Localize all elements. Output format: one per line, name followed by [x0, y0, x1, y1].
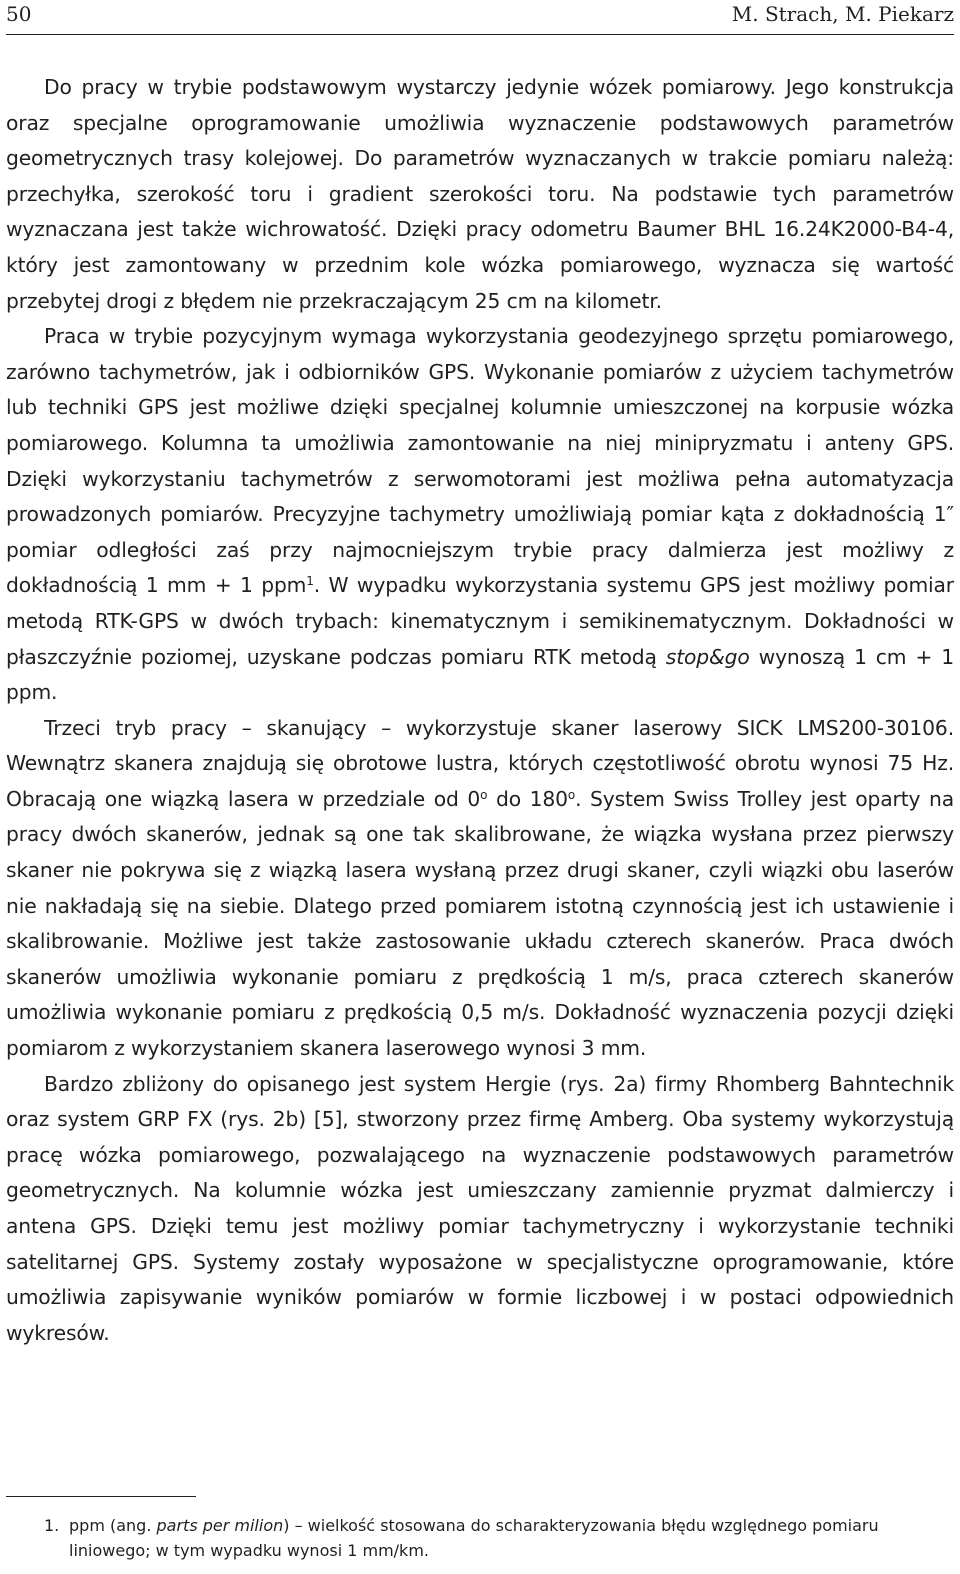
page-header: [6, 0, 954, 35]
paragraph-4: Bardzo zbliżony do opisanego jest system Hergie (rys. 2a) firmy Rhomberg Bahntechnik oraz system GRP FX (rys. 2b) [5], stworzony przez firmę Amberg. Oba systemy wykorzystują pracę wózka pomiarowego, pozwalającego na wyznaczenie podstawowych parametrów geometrycznych. Na kolumnie wózka jest umieszczany zamiennie pryzmat dalmierczy i antena GPS. Dzięki temu jest możliwy pomiar tachymetryczny i wykorzystanie techniki satelitarnej GPS. Systemy zostały wyposażone w specjalistyczne oprogramowanie, które umożliwia zapisywanie wyników pomiarów w formie liczbowej i w postaci odpowiednich wykresów.: [6, 1071, 954, 1345]
paragraph-2-part-b: . W wypadku wykorzystania systemu GPS jest możliwy pomiar metodą RTK-GPS w dwóch trybach: kinematycznym i semikinematycznym. Dokładności w płaszczyźnie poziomej, uzyskane podczas pomiaru RTK metodą: [6, 573, 954, 669]
page-number: 50: [6, 2, 32, 26]
italic-term: stop&go: [665, 644, 750, 669]
running-head-authors: M. Strach, M. Piekarz: [731, 2, 954, 26]
paragraph-2-part-c: wynoszą 1 cm + 1 ppm.: [6, 644, 954, 705]
degree-superscript: o: [480, 787, 488, 802]
paragraph-1: Do pracy w trybie podstawowym wystarczy jedynie wózek pomiarowy. Jego konstrukcja oraz specjalne oprogramowanie umożliwia wyznaczenie podstawowych parametrów geometrycznych trasy kolejowej. Do parametrów wyznaczanych w trakcie pomiaru należą: przechyłka, szerokość toru i gradient szerokości toru. Na podstawie tych parametrów wyznaczana jest także wichrowatość. Dzięki pracy odometru Baumer BHL 16.24K2000-B4-4, który jest zamontowany w przednim kole wózka pomiarowego, wyznacza się wartość przebytej drogi z błędem nie przekraczającym 25 cm na kilometr.: [6, 75, 954, 313]
paragraph-3-part-a: Trzeci tryb pracy – skanujący – wykorzystuje skaner laserowy SICK LMS200-30106. Wewnątrz skanera znajdują się obrotowe lustra, których częstotliwość obrotu wynosi 75 Hz. Obracają one wiązką lasera w przedziale od 0: [6, 715, 954, 811]
footnote-italic-term: parts per milion: [156, 1516, 284, 1535]
paragraph-3-part-c: . System Swiss Trolley jest oparty na pracy dwóch skanerów, jednak są one tak skalibrowane, że wiązka wysłana przez pierwszy skaner nie pokrywa się z wiązką lasera wysłaną przez drugi skaner, czyli wiązki obu laserów nie nakładają się na siebie. Dlatego przed pomiarem istotną czynnością jest ich ustawienie i skalibrowanie. Możliwe jest także zastosowanie układu czterech skanerów. Praca dwóch skanerów umożliwia wykonanie pomiaru z prędkością 1 m/s, praca czterech skanerów umożliwia wykonanie pomiaru z prędkością 0,5 m/s. Dokładność wyznaczenia pozycji dzięki pomiarom z wykorzystaniem skanera laserowego wynosi 3 mm.: [6, 786, 954, 1061]
footnote-divider: [6, 1496, 196, 1497]
footnote-text-part-b: ) – wielkość stosowana do scharakteryzowania błędu względnego pomiaru liniowego; w tym wypadku wynosi 1 mm/km.: [69, 1516, 879, 1560]
footnote-number: 1.: [44, 1516, 60, 1535]
paragraph-2-part-a: Praca w trybie pozycyjnym wymaga wykorzystania geodezyjnego sprzętu pomiarowego, zarówno tachymetrów, jak i odbiorników GPS. Wykonanie pomiarów z użyciem tachymetrów lub techniki GPS jest możliwe dzięki specjalnej kolumnie umieszczonej na korpusie wózka pomiarowego. Kolumna ta umożliwia zamontowanie na niej minipryzmatu i anteny GPS. Dzięki wykorzystaniu tachymetrów z serwomotorami jest możliwa pełna automatyzacja prowadzonych pomiarów. Precyzyjne tachymetry umożliwiają pomiar kąta z dokładnością 1″ pomiar odległości zaś przy najmocniejszym trybie pracy dalmierza jest możliwy z dokładnością 1 mm + 1 ppm: [6, 324, 954, 598]
footnote: [44, 1513, 952, 1563]
paragraph-3-part-b: do 180: [487, 786, 568, 811]
footnote-text: [69, 1513, 952, 1563]
paragraph-3: [6, 711, 954, 1067]
footnote-text-part-a: ppm (ang.: [69, 1516, 157, 1535]
body-text: [6, 70, 954, 1351]
footnote-reference: 1: [306, 574, 314, 589]
paragraph-2: [6, 319, 954, 711]
degree-superscript: o: [567, 787, 576, 802]
